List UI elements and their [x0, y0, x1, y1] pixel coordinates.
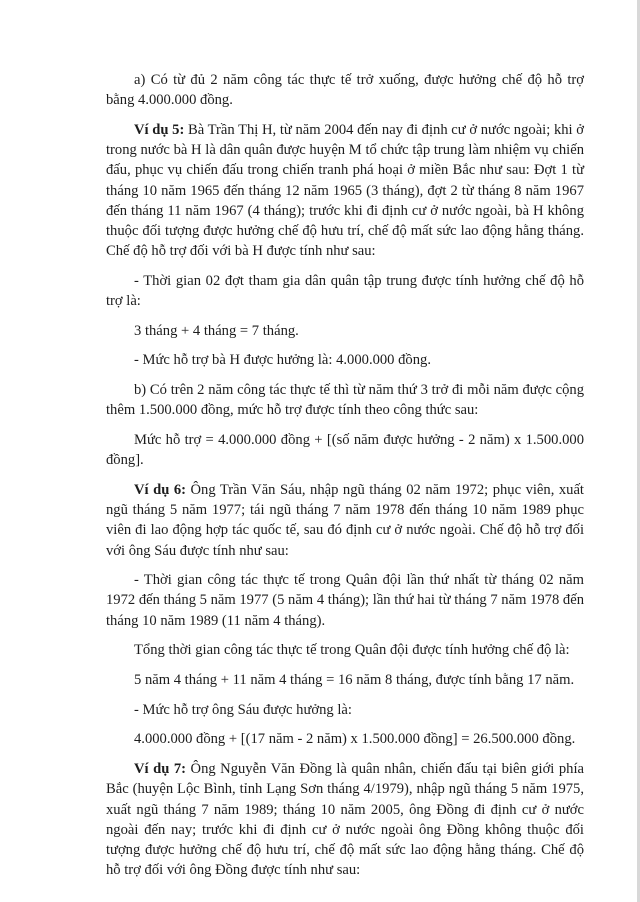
- example-7-paragraph: Ví dụ 7: Ông Nguyễn Văn Đồng là quân nhân, chiến đấu tại biên giới phía Bắc (huyện Lộc Bình, tỉnh Lạng Sơn tháng 4/1979), nhập ngũ tháng 5 năm 1975, xuất ngũ tháng 7 năm 1989; tháng 10 năm 2005, ông Đồng đi định cư ở nước ngoài đến nay; trước khi đi định cư ở nước ngoài ông Đồng không thuộc đối tượng được hưởng chế độ hưu trí, chế độ mất sức lao động hằng tháng. Chế độ hỗ trợ đối với ông Đồng được tính như sau:: [106, 761, 584, 879]
- example-label: Ví dụ 6:: [134, 481, 186, 498]
- example-label: Ví dụ 5:: [134, 121, 185, 138]
- support-amount-sau-calc: 4.000.000 đồng + [(17 năm - 2 năm) x 1.500.000 đồng] = 26.500.000 đồng.: [134, 731, 576, 748]
- support-amount-h: - Mức hỗ trợ bà H được hưởng là: 4.000.000 đồng.: [134, 352, 431, 369]
- paragraph-item-b: b) Có trên 2 năm công tác thực tế thì từ năm thứ 3 trở đi mỗi năm được cộng thêm 1.500.000 đồng, mức hỗ trợ được tính theo công thức sau:: [106, 382, 584, 419]
- paragraph-militia-periods: - Thời gian 02 đợt tham gia dân quân tập trung được tính hưởng chế độ hỗ trợ là:: [106, 272, 584, 310]
- calculation-months: 3 tháng + 4 tháng = 7 tháng.: [134, 322, 299, 339]
- support-amount-sau-label: - Mức hỗ trợ ông Sáu được hưởng là:: [134, 701, 352, 718]
- example-6-paragraph: Ví dụ 6: Ông Trần Văn Sáu, nhập ngũ tháng 02 năm 1972; phục viên, xuất ngũ tháng 5 năm 1977; tái ngũ tháng 7 năm 1978 đến tháng 10 năm 1989 phục viên đi lao động hợp tác quốc tế, sau đó định cư ở nước ngoài. Chế độ hỗ trợ đối với ông Sáu được tính như sau:: [106, 481, 584, 559]
- paragraph-total-time: Tổng thời gian công tác thực tế trong Quân đội được tính hưởng chế độ là:: [134, 642, 570, 659]
- support-formula: Mức hỗ trợ = 4.000.000 đồng + [(số năm được hưởng - 2 năm) x 1.500.000 đồng].: [106, 432, 584, 469]
- example-label: Ví dụ 7:: [134, 761, 187, 778]
- calculation-years: 5 năm 4 tháng + 11 năm 4 tháng = 16 năm 8 tháng, được tính bằng 17 năm.: [134, 672, 575, 689]
- paragraph-service-periods: - Thời gian công tác thực tế trong Quân đội lần thứ nhất từ tháng 02 năm 1972 đến tháng 5 năm 1977 (5 năm 4 tháng); lần thứ hai từ tháng 7 năm 1978 đến tháng 10 năm 1989 (11 năm 4 tháng).: [106, 572, 584, 629]
- paragraph-item-a: a) Có từ đủ 2 năm công tác thực tế trở xuống, được hưởng chế độ hỗ trợ bằng 4.000.000 đồng.: [106, 72, 584, 109]
- example-5-paragraph: Ví dụ 5: Bà Trần Thị H, từ năm 2004 đến nay đi định cư ở nước ngoài; khi ở trong nước bà H là dân quân được huyện M tổ chức tập trung làm nhiệm vụ chiến đấu, phục vụ chiến đấu trong chiến tranh phá hoại ở miền Bắc như sau: Đợt 1 từ tháng 10 năm 1965 đến tháng 12 năm 1965 (3 tháng), đợt 2 từ tháng 8 năm 1967 đến tháng 11 năm 1967 (4 tháng); trước khi đi định cư ở nước ngoài, bà H không thuộc đối tượng được hưởng chế độ hưu trí, chế độ mất sức lao động hằng tháng. Chế độ hỗ trợ đối với bà H được tính như sau:: [106, 121, 584, 260]
